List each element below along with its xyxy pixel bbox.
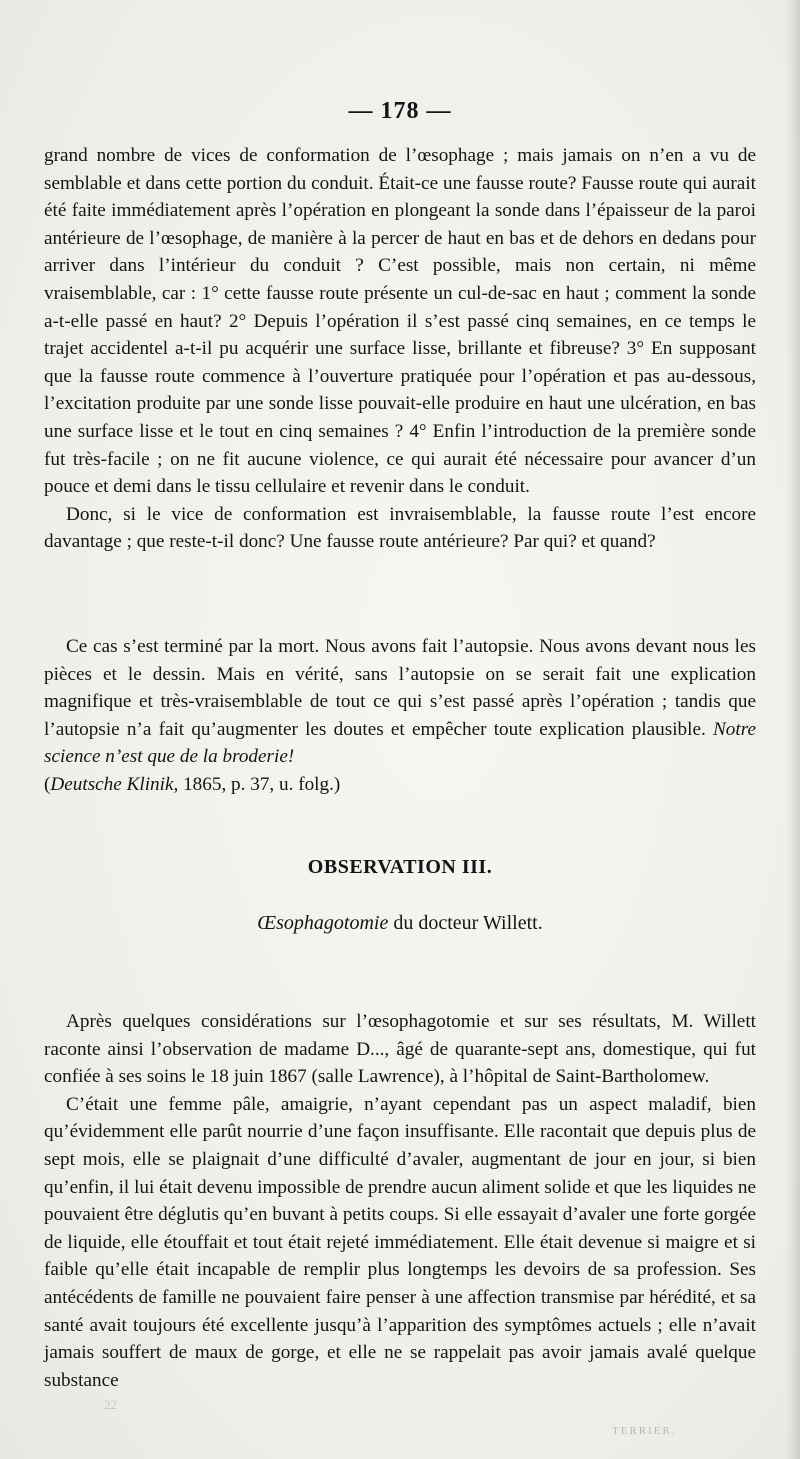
paragraph-case-intro: Après quelques considérations sur l’œsophagotomie et sur ses résultats, M. Willett raconte ainsi l’observation de madame D..., âgé de quarante-sept ans, domestique, qui fut confiée à ses soins le 18 juin 1867 (salle Lawrence), à l’hôpital de Saint-Bartholomew. [44, 1011, 756, 1088]
page-number: — 178 — [348, 98, 452, 124]
page-edge-shadow [786, 0, 800, 1459]
observation-title: OBSERVATION III. [307, 856, 493, 878]
discussion-text [44, 142, 756, 556]
observation-subtitle [0, 912, 800, 935]
observation-subtitle-italic: Œsophagotomie [257, 912, 389, 934]
show-through-author: TERRIER. [612, 1425, 677, 1437]
case-text [44, 1008, 756, 1394]
citation-rest: 1865, p. 37, u. folg.) [178, 773, 341, 795]
autopsy-quote: Notre science n’est que de la broderie! [44, 718, 756, 768]
autopsy-body: Ce cas s’est terminé par la mort. Nous avons fait l’autopsie. Nous avons devant nous les pièces et le dessin. Mais en vérité, sans l’autopsie on se serait fait une explication magnifique et très-vraisemblable de tout ce qui s’est passé après l’opération ; tandis que l’autopsie n’a fait qu’augmenter les doutes et empêcher toute explication plausible. [44, 636, 756, 740]
paragraph-autopsy [44, 633, 756, 799]
citation-open: ( [44, 773, 51, 795]
paragraph-case-description: C’était une femme pâle, amaigrie, n’ayant cependant pas un aspect maladif, bien qu’évidemment elle parût nourrie d’une façon insuffisante. Elle racontait que depuis plus de sept mois, elle se plaignait d’une difficulté d’avaler, augmentant de jour en jour, si bien qu’enfin, il lui était devenu impossible de prendre aucun aliment solide et que les liquides ne pouvaient être déglutis qu’en buvant à petits coups. Si elle essayait d’avaler une forte gorgée de liquide, elle étouffait et tout était rejeté immédiatement. Elle était devenue si maigre et si faible qu’elle était incapable de remplir plus longtemps les devoirs de sa profession. Ses antécédents de famille ne pouvaient faire penser à une affection transmise par hérédité, et sa santé avait toujours été excellente jusqu’à l’apparition des symptômes actuels ; elle n’avait jamais souffert de maux de gorge, et elle ne se rappelait pas avoir jamais avalé quelque substance [44, 1093, 756, 1391]
observation-subtitle-rest: du docteur Willett. [388, 912, 543, 934]
paragraph-conclusion: Donc, si le vice de conformation est invraisemblable, la fausse route l’est encore davantage ; que reste-t-il donc? Une fausse route antérieure? Par qui? et quand? [44, 503, 756, 553]
paragraph-false-route: grand nombre de vices de conformation de l’œsophage ; mais jamais on n’en a vu de semblable et dans cette portion du conduit. Était-ce une fausse route? Fausse route qui aurait été faite immédiatement après l’opération en plongeant la sonde dans l’épaisseur de la paroi antérieure de l’œsophage, de manière à la percer de haut en bas et de dehors en dedans pour arriver dans l’intérieur du conduit ? C’est possible, mais non certain, ni même vraisemblable, car : 1° cette fausse route présente un cul-de-sac en haut ; comment la sonde a-t-elle passé en haut? 2° Depuis l’opération il s’est passé cinq semaines, en ce temps le trajet accidentel a-t-il pu acquérir une surface lisse, brillante et fibreuse? 3° En supposant que la fausse route commence à l’ouverture pratiquée pour l’opération et pas au-dessous, l’excitation produite par une sonde lisse pouvait-elle produire en haut une ulcération, en bas une surface lisse et le tout en cinq semaines ? 4° Enfin l’introduction de la première sonde fut très-facile ; on ne fit aucune violence, ce qui aurait été nécessaire pour avancer d’un pouce et demi dans le tissu cellulaire et revenir dans le conduit. [44, 145, 756, 498]
autopsy-text [44, 549, 756, 799]
show-through-number: 22 [104, 1397, 117, 1412]
citation-source: Deutsche Klinik, [50, 773, 179, 795]
